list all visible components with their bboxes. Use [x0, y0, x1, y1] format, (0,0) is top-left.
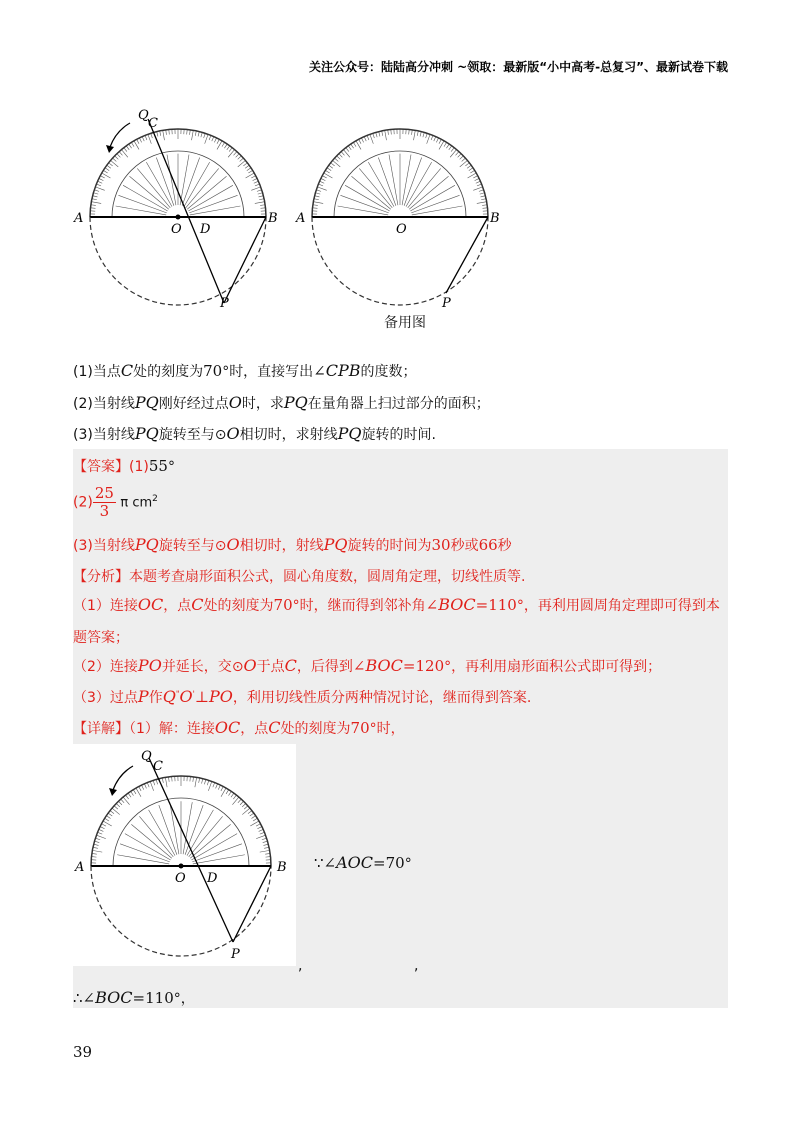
arrow-head — [106, 145, 114, 153]
label-O: O — [171, 222, 182, 237]
label-P: P — [442, 296, 451, 310]
label-O: O — [175, 871, 186, 886]
label-A: A — [75, 860, 85, 875]
line-PB — [233, 866, 271, 942]
label-O: O — [396, 222, 407, 237]
separator-comma-1: , — [298, 958, 303, 974]
question-1: (1)当点C处的刻度为70°时，直接写出∠CPB的度数； — [73, 361, 417, 380]
line-PB — [446, 217, 488, 293]
question-2: (2)当射线PQ刚好经过点O时，求PQ在量角器上扫过部分的面积； — [73, 393, 490, 412]
page-number: 39 — [73, 1043, 93, 1061]
answer-line-3: (3)当射线PQ旋转至与⊙O相切时，射线PQ旋转的时间为30秒或66秒 — [73, 535, 512, 554]
page-header: 关注公众号：陆陆高分冲刺 ~领取：最新版“小中高考-总复习”、最新试卷下载 — [309, 60, 728, 74]
line-PB — [224, 217, 266, 303]
protractor-figure-detail — [73, 746, 293, 964]
label-Q: Q — [141, 749, 152, 764]
protractor-figure-main — [68, 105, 288, 310]
rotation-arrow — [110, 123, 130, 147]
separator-comma-2: , — [414, 958, 419, 974]
label-B: B — [490, 211, 500, 226]
detail-line-1: 【详解】（1）解：连接OC，点C处的刻度为70°时， — [73, 718, 405, 737]
answer-line-1: 【答案】(1)55° — [73, 457, 175, 475]
label-C: C — [153, 759, 163, 774]
analysis-intro: 【分析】本题考查扇形面积公式，圆心角度数，圆周角定理，切线性质等. — [73, 569, 526, 585]
answer-line-2: (2) $\frac{25}{3}$ π $cm^2$ — [73, 484, 158, 520]
label-A: A — [296, 211, 306, 226]
protractor-ticks — [312, 129, 488, 217]
analysis-step-1-cont: 题答案； — [73, 630, 129, 646]
label-A: A — [74, 211, 84, 226]
rotation-arrow — [113, 766, 133, 790]
label-D: D — [207, 871, 218, 886]
label-P: P — [231, 947, 240, 962]
label-P: P — [220, 296, 229, 310]
analysis-step-2: （2）连接PO并延长，交⊙O于点C，后得到∠BOC=120°，再利用扇形面积公式即可得到； — [73, 656, 662, 675]
because-statement: ∵∠AOC=70° — [314, 853, 412, 872]
therefore-statement: ∴∠BOC=110°， — [73, 988, 195, 1007]
protractor-figure-spare — [290, 105, 510, 310]
label-B: B — [268, 211, 278, 226]
label-D: D — [200, 222, 211, 237]
label-C: C — [148, 116, 158, 131]
protractor-ticks — [90, 129, 266, 217]
analysis-step-1: （1）连接OC，点C处的刻度为70°时，继而得到邻补角∠BOC=110°，再利用圆周角定理即可得到本 — [73, 595, 720, 614]
question-3: (3)当射线PQ旋转至与⊙O相切时，求射线PQ旋转的时间. — [73, 424, 436, 443]
label-B: B — [277, 860, 287, 875]
arrow-head — [109, 788, 117, 796]
figure-caption: 备用图 — [384, 315, 426, 331]
fraction-25-3: $\frac{25}{3}$ — [94, 484, 114, 520]
point-O — [179, 864, 184, 869]
analysis-step-3: （3）过点P作Q"O'⊥PO，利用切线性质分两种情况讨论，继而得到答案. — [73, 687, 532, 706]
protractor-ticks — [91, 776, 271, 866]
label-Q: Q — [138, 108, 149, 123]
point-O — [176, 215, 181, 220]
